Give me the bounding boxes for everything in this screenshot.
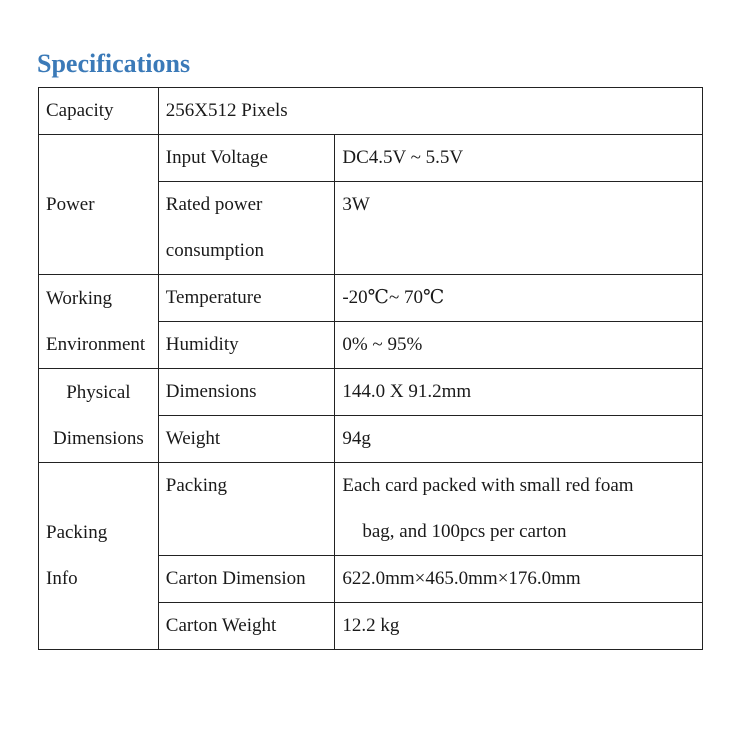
physical-dimensions-label <box>39 369 159 463</box>
physical-dimensions-label-line2: Dimensions <box>53 427 144 449</box>
physical-dimensions-label-line1: Physical <box>66 381 131 403</box>
specifications-table <box>38 87 703 650</box>
carton-dimension-value: 622.0mm×465.0mm×176.0mm <box>335 556 703 603</box>
table-row-input-voltage <box>39 135 703 182</box>
power-label: Power <box>39 135 159 275</box>
packing-info-label-line2: Info <box>46 568 78 589</box>
packing-info-label-line1: Packing <box>46 522 108 543</box>
table-row-packing <box>39 463 703 556</box>
weight-value: 94g <box>335 416 703 463</box>
working-environment-label-line1: Working <box>46 287 113 309</box>
carton-dimension-label: Carton Dimension <box>158 556 335 603</box>
capacity-label: Capacity <box>39 88 159 135</box>
packing-value <box>335 463 703 556</box>
working-environment-label-line2: Environment <box>46 333 146 355</box>
dimensions-value: 144.0 X 91.2mm <box>335 369 703 416</box>
page-title: Specifications <box>37 49 191 78</box>
rated-power-label-line1: Rated power <box>165 194 263 215</box>
packing-value-line1: Each card packed with small red foam <box>342 475 634 496</box>
capacity-value: 256X512 Pixels <box>158 88 702 135</box>
humidity-label: Humidity <box>158 322 335 369</box>
input-voltage-value: DC4.5V ~ 5.5V <box>335 135 703 182</box>
carton-weight-label: Carton Weight <box>158 603 335 650</box>
humidity-value: 0% ~ 95% <box>335 322 703 369</box>
carton-weight-value: 12.2 kg <box>335 603 703 650</box>
rated-power-label-line2: consumption <box>165 240 264 261</box>
weight-label: Weight <box>158 416 335 463</box>
table-row-temperature <box>39 275 703 322</box>
packing-value-line2: bag, and 100pcs per carton <box>362 521 567 542</box>
dimensions-label: Dimensions <box>158 369 335 416</box>
packing-label: Packing <box>158 463 335 556</box>
table-row-dimensions <box>39 369 703 416</box>
working-environment-label <box>39 275 159 369</box>
table-row-capacity <box>39 88 703 135</box>
input-voltage-label: Input Voltage <box>158 135 335 182</box>
temperature-label: Temperature <box>158 275 335 322</box>
rated-power-value: 3W <box>335 182 703 275</box>
packing-info-label <box>39 463 159 650</box>
temperature-value: -20℃~ 70℃ <box>335 275 703 322</box>
rated-power-label <box>158 182 335 275</box>
